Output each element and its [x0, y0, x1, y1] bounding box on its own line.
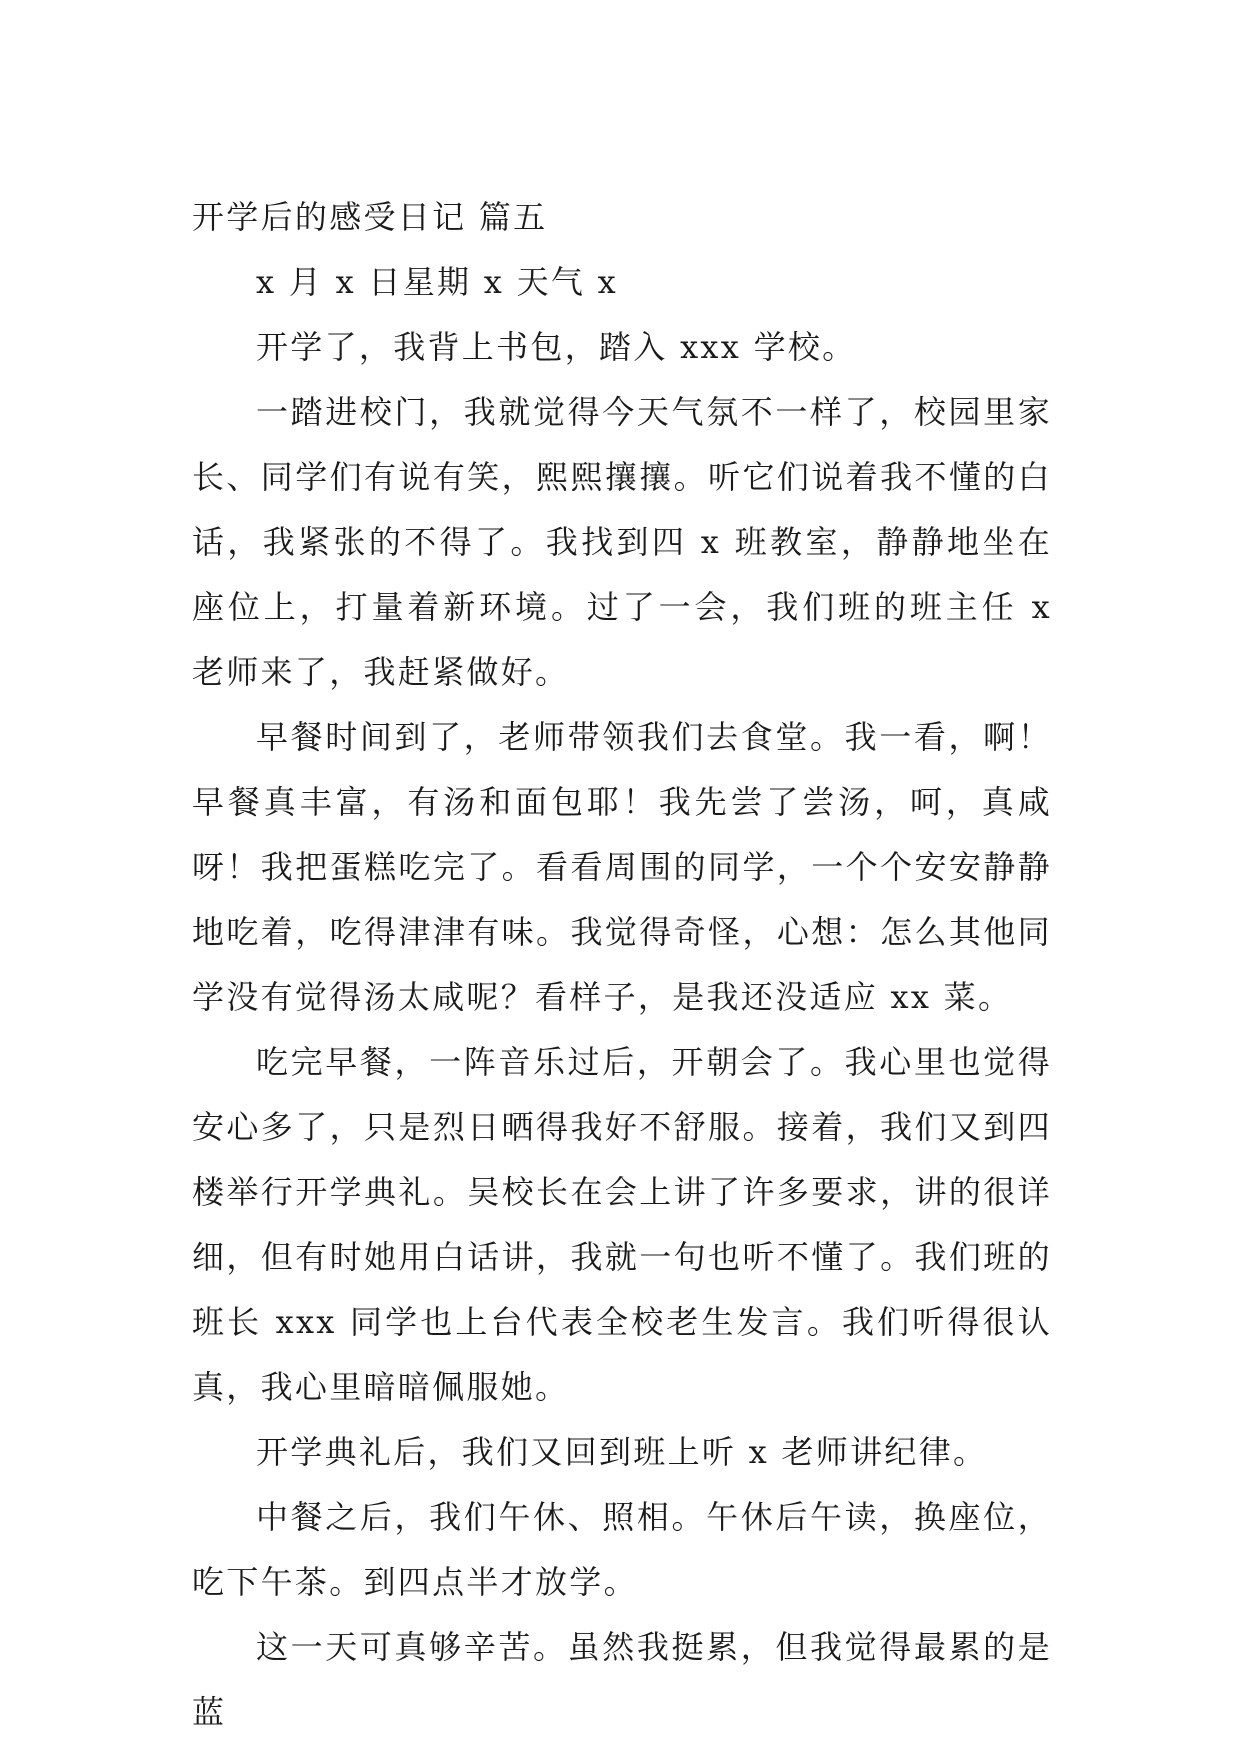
document-title: 开学后的感受日记 篇五: [192, 198, 548, 236]
paragraph: 开学了，我背上书包，踏入 xxx 学校。: [256, 328, 857, 366]
paragraph: 一踏进校门，我就觉得今天气氛不一样了，校园里家长、同学们有说有笑，熙熙攘攘。听它们说着我不懂的白话，我紧张的不得了。我找到四 x 班教室，静静地坐在座位上，打量着新环境。过了一会，我们班的班主任 x 老师来了，我赶紧做好。: [192, 393, 1052, 691]
paragraph: 早餐时间到了，老师带领我们去食堂。我一看，啊！早餐真丰富，有汤和面包耶！我先尝了尝汤，呵，真咸呀！我把蛋糕吃完了。看看周围的同学，一个个安安静静地吃着，吃得津津有味。我觉得奇怪，心想：怎么其他同学没有觉得汤太咸呢？看样子，是我还没适应 xx 菜。: [192, 718, 1052, 1016]
date-weather-line: x 月 x 日星期 x 天气 x: [256, 263, 619, 301]
paragraph: 中餐之后，我们午休、照相。午休后午读，换座位，吃下午茶。到四点半才放学。: [192, 1498, 1052, 1601]
document-body: [192, 185, 1052, 1745]
paragraph: 开学典礼后，我们又回到班上听 x 老师讲纪律。: [256, 1433, 988, 1471]
paragraph: 这一天可真够辛苦。虽然我挺累，但我觉得最累的是蓝: [192, 1628, 1052, 1731]
paragraph: 吃完早餐，一阵音乐过后，开朝会了。我心里也觉得安心多了，只是烈日晒得我好不舒服。接着，我们又到四楼举行开学典礼。吴校长在会上讲了许多要求，讲的很详细，但有时她用白话讲，我就一句也听不懂了。我们班的班长 xxx 同学也上台代表全校老生发言。我们听得很认真，我心里暗暗佩服她。: [192, 1043, 1052, 1406]
